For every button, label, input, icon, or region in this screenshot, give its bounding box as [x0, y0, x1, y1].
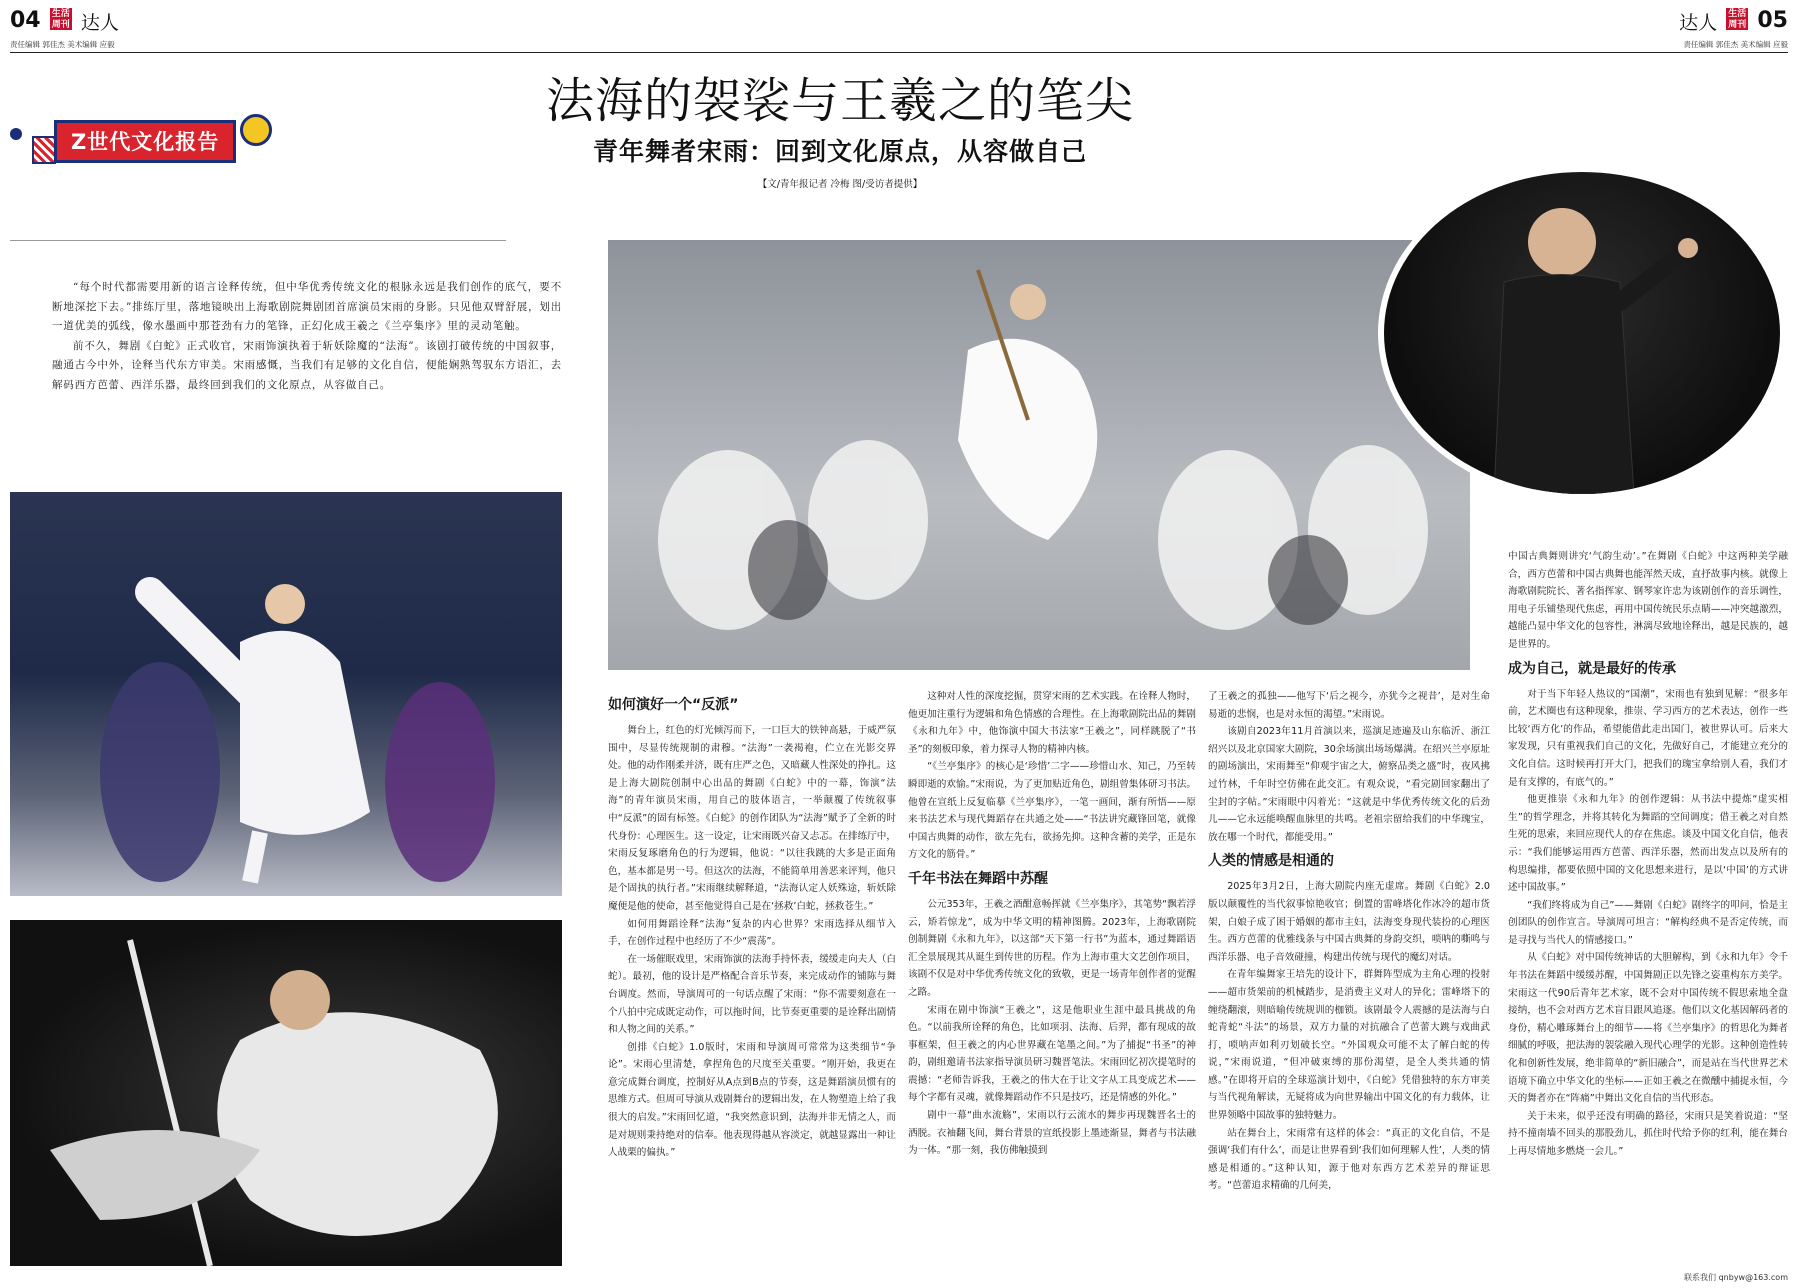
header-rule: [10, 52, 1788, 53]
body-paragraph: 舞台上，红色的灯光倾泻而下，一口巨大的铁钟高悬，于威严氛围中，尽显传统规制的肃穆。“法海”一袭褐袍，伫立在光影交界处。他的动作刚柔并济，既有庄严之色，又暗藏人性深处的挣扎。这是上海大剧院创制中心出品的舞剧《白蛇》中的一幕，饰演“法海”的青年演员宋雨，用自己的肢体语言，一举颠覆了传统叙事中“反派”的固有标签。《白蛇》的创作团队为“法海”赋予了全新的时代身份：心理医生。这一设定，让宋雨既兴奋又忐忑。在排练厅中，宋雨反复琢磨角色的行为逻辑，他说：“以往我跳的大多是正面角色，基本都是男一号。但这次的法海，不能简单用善恶来评判，他只是个固执的执行者。”宋雨继续解释道，“法海认定人妖殊途，斩妖除魔便是他的使命，甚至他觉得自己是在‘拯救’白蛇，拯救苍生。”: [608, 725, 896, 912]
body-paragraph: 中国古典舞则讲究‘气韵生动’。”在舞剧《白蛇》中这两种美学融合，西方芭蕾和中国古典舞也能浑然天成，直抒故事内核。就像上海歌剧院院长、著名指挥家、钢琴家许忠为该剧创作的音乐调性，用电子乐铺垫现代焦虑，再用中国传统民乐点睛——冲突越激烈，越能凸显中华文化的包容性，淋漓尽致地诠释出，越是民族的，越是世界的。: [1508, 551, 1788, 650]
footer-contact: 联系我们 qnbyw@163.com: [1684, 1273, 1788, 1282]
section-heading: 人类的情感是相通的: [1208, 853, 1334, 870]
body-paragraph: 了王羲之的孤独——他写下‘后之视今，亦犹今之视昔’，是对生命易逝的悲悯，也是对永恒的渴望。”宋雨说。: [1208, 691, 1490, 720]
body-paragraph: 从《白蛇》对中国传统神话的大胆解构，到《永和九年》令千年书法在舞蹈中缓缓苏醒，中国舞剧正以先锋之姿重构东方美学。宋雨这一代90后青年艺术家，既不会对中国传统不假思索地全盘接纳，也不会对西方艺术盲目跟风追逐。他们以文化基因解码者的身份，精心雕琢舞台上的细节——将《兰亭集序》的哲思化为舞者细腻的呼吸，把法海的袈裟融入现代心理学的光影。这种创造性转化和创新性发展，绝非简单的“新旧融合”，而是站在当代世界艺术语境下确立中华文化的坐标——正如王羲之在微醺中捕捉永恒，今天的舞者亦在“阵痛”中舞出文化自信的当代形态。: [1508, 952, 1788, 1105]
body-paragraph: 该剧自2023年11月首演以来，巡演足迹遍及山东临沂、浙江绍兴以及北京国家大剧院，30余场演出场场爆满。在绍兴兰亭原址的剧场演出，宋雨舞至“仰观宇宙之大，俯察品类之盛”时，夜风拂过竹林，千年时空仿佛在此交汇。有观众说，“看完剧回家翻出了尘封的字帖。”宋雨眼中闪着光：“这就是中华优秀传统文化的后劲儿——它永远能唤醒血脉里的共鸣。老祖宗留给我们的中华瑰宝，放在哪一个时代，都能受用。”: [1208, 726, 1490, 843]
body-paragraph: 宋雨在剧中饰演“王羲之”，这是他职业生涯中最具挑战的角色。“以前我所诠释的角色，比如项羽、法海、后羿，都有现成的故事框架，但王羲之的内心世界藏在笔墨之间。”为了捕捉“书圣”的神韵，剧组邀请书法家指导演员研习魏晋笔法。宋雨回忆初次提笔时的震撼：“老师告诉我，王羲之的伟大在于让文字从工具变成艺术——每个字都有灵魂，就像舞蹈动作不只是技巧，还是情感的外化。”: [908, 1004, 1196, 1104]
badge-dot-icon: [10, 128, 22, 140]
body-paragraph: 关于未来，似乎还没有明确的路径，宋雨只是笑着说道：“坚持不撞南墙不回头的那股劲儿，抓住时代给予你的红利，能在舞台上再尽情地多燃烧一会儿。”: [1508, 1110, 1788, 1157]
badge-label: Z世代文化报告: [54, 120, 236, 163]
dancer-kick-illustration: [10, 492, 562, 896]
body-paragraph: 公元353年，王羲之酒酣意畅挥就《兰亭集序》，其笔势“飘若浮云，矫若惊龙”，成为中华文明的精神图腾。2023年，上海歌剧院创制舞剧《永和九年》，以这部“天下第一行书”为蓝本，通过舞蹈语汇全景展现其从诞生到传世的历程。作为上海市重大文艺创作项目，该剧不仅是对中华优秀传统文化的致敬，更是一场青年创作者的觉醒之路。: [908, 898, 1196, 998]
badge-scroll-icon: [240, 114, 272, 146]
body-paragraph: 2025年3月2日，上海大剧院内座无虚席。舞剧《白蛇》2.0版以颠覆性的当代叙事惊艳收官；倒置的雷峰塔化作冰冷的超市货架，白娘子成了困于婚姻的都市主妇，法海变身现代装扮的心理医生。西方芭蕾的优雅线条与中国古典舞的身韵交织，唢呐的嘶鸣与西洋乐器、电子音效碰撞，构建出传统与现代的魔幻对话。: [1208, 881, 1490, 963]
body-paragraph: 在一场催眠戏里，宋雨饰演的法海手持怀表，缓缓走向夫人（白蛇）。最初，他的设计是严格配合音乐节奏，来完成动作的铺陈与舞台调度。然而，导演周可的一句话点醒了宋雨：“你不需要刻意在一个八拍中完成既定动作，可以拖时间，比节奏更重要的是诠释出剧情和人物之间的关系。”: [608, 953, 896, 1036]
body-paragraph: 剧中一幕“曲水流觞”，宋雨以行云流水的舞步再现魏晋名士的洒脱。衣袖翻飞间，舞台背景的宣纸投影上墨迹渐显，舞者与书法融为一体。“那一刻，我仿佛触摸到: [908, 1110, 1196, 1157]
section-heading: 千年书法在舞蹈中苏醒: [908, 870, 1048, 887]
lead-text: [52, 278, 562, 396]
main-title: 法海的袈裟与王羲之的笔尖: [545, 73, 1134, 129]
masthead-logo: 生活周刊: [51, 9, 70, 30]
body-paragraph: 这种对人性的深度挖掘，贯穿宋雨的艺术实践。在诠释人物时，他更加注重行为逻辑和角色情感的合理性。在上海歌剧院出品的舞剧《永和九年》中，他饰演中国大书法家“王羲之”，同样跳脱了“书圣”的刻板印象，着力探寻人物的精神内核。: [908, 691, 1196, 755]
body-paragraph: “《兰亭集序》的核心是‘珍惜’二字——珍惜山水、知己，乃至转瞬即逝的欢愉。”宋雨说，为了更加贴近角色，剧组曾集体研习书法。他曾在宣纸上反复临摹《兰亭集序》，一笔一画间，渐有所悟——原来书法艺术与现代舞蹈存在共通之处——“书法讲究藏锋回笔，就像中国古典舞的动作，欲左先右，欲扬先抑。这种含蓄的美学，正是东方文化的筋骨。”: [908, 761, 1196, 861]
body-paragraph: 对于当下年轻人热议的“国潮”，宋雨也有独到见解：“很多年前，艺术圈也有这种现象，推崇、学习西方的艺术表达，创作一些比较‘西方化’的作品，希望能借此走出国门，被世界认可。后来大家发现，只有重视我们自己的文化，先做好自己，才能建立充分的文化自信。这时候再打开大门，把我们的瑰宝拿给别人看，我们才是有支撑的，有底气的。”: [1508, 688, 1788, 788]
lead-rule: [10, 240, 506, 241]
body-paragraph: 站在舞台上，宋雨常有这样的体会：“真正的文化自信，不是强调‘我们有什么’，而是让世界看到‘我们如何理解人性’，人类的情感是相通的。”这种认知，源于他对东西方艺术差异的辩证思考。“芭蕾追求精确的几何美，: [1208, 1127, 1490, 1192]
section-heading: 如何演好一个“反派”: [608, 697, 739, 713]
left-credit: 责任编辑 郭佳杰 美术编辑 应毅: [10, 40, 115, 49]
left-header: [10, 8, 119, 50]
subtitle: 青年舞者宋雨：回到文化原点，从容做自己: [592, 137, 1087, 166]
badge-stripe-icon: [32, 136, 56, 164]
left-page-number: 04: [10, 8, 41, 33]
body-paragraph: 如何用舞蹈诠释“法海”复杂的内心世界？宋雨选择从细节入手，在创作过程中也经历了不少“震荡”。: [608, 918, 896, 948]
masthead-logo-right: 生活周刊: [1728, 9, 1747, 30]
dancer-closeup-illustration: [10, 920, 562, 1266]
photo-group-dance: [608, 240, 1470, 670]
byline: 【文/青年报记者 冷梅 图/受访者提供】: [757, 179, 923, 190]
right-page-number: 05: [1757, 8, 1788, 33]
lead-paragraph: “每个时代都需要用新的语言诠释传统，但中华优秀传统文化的根脉永远是我们创作的底气，要不断地深挖下去。”排练厅里，落地镜映出上海歌剧院舞剧团首席演员宋雨的身影。只见他双臂舒展，划出一道优美的弧线，像水墨画中那苍劲有力的笔锋，正幻化成王羲之《兰亭集序》里的灵动笔触。: [52, 281, 562, 333]
article-column-2: [908, 688, 1196, 1160]
left-section-label: 达人: [80, 12, 119, 34]
photo-dancer-kick: [10, 492, 562, 896]
article-column-3: [1208, 688, 1490, 1195]
body-paragraph: 创排《白蛇》1.0版时，宋雨和导演周可常常为这类细节“争论”。宋雨心里清楚，拿捏角色的尺度至关重要。“刚开始，我更在意完成舞台调度，控制好从A点到B点的节奏，这是舞蹈演员惯有的思维方式。但周可导演从戏剧舞台的逻辑出发，在人物塑造上给了我很大的启发。”宋雨回忆道，“我突然意识到，法海并非无情之人，而是对规则秉持绝对的信奉。他表现得越从容淡定，就越显露出一种让人战栗的偏执。”: [608, 1041, 896, 1159]
right-credit: 责任编辑 郭佳杰 美术编辑 应毅: [1683, 40, 1788, 49]
right-header: [1679, 8, 1788, 50]
section-heading: 成为自己，就是最好的传承: [1508, 660, 1676, 677]
article-column-4: [1508, 548, 1788, 1161]
body-paragraph: “我们终将成为自己”——舞剧《白蛇》剧终字的叩问，恰是主创团队的创作宣言。导演周可坦言：“解构经典不是否定传统，而是寻找与当代人的情感接口。”: [1508, 899, 1788, 946]
right-section-label: 达人: [1679, 12, 1718, 34]
body-paragraph: 在青年编舞家王培先的设计下，群舞阵型成为主角心理的投射——超市货架前的机械踏步，是消费主义对人的异化；雷峰塔下的缠绕翻滚，则暗喻传统规训的枷锁。该剧最令人震撼的是法海与白蛇青蛇“斗法”的场景，双方力量的对抗融合了芭蕾大跳与戏曲武打，唢呐声如利刃划破长空。“外国观众可能不太了解白蛇的传说，”宋雨说道，“但冲破束缚的那份渴望，是全人类共通的情感。”在即将开启的全球巡演计划中，《白蛇》凭借独特的东方审美与当代视角解读，无疑将成为向世界输出中国文化的有力载体，让世界领略中国故事的独特魅力。: [1208, 969, 1490, 1122]
portrait-illustration: [1384, 172, 1780, 494]
lead-paragraph: 前不久，舞剧《白蛇》正式收官，宋雨饰演执着于斩妖除魔的“法海”。该剧打破传统的中国叙事，融通古今中外，诠释当代东方审美。宋雨感慨，当我们有足够的文化自信，便能娴熟驾驭东方语汇，去解码西方芭蕾、西洋乐器，最终回到我们的文化原点，从容做自己。: [52, 339, 562, 391]
photo-portrait-circle: [1378, 166, 1786, 500]
article-column-1: [608, 690, 896, 1162]
body-paragraph: 他更推崇《永和九年》的创作逻辑：从书法中提炼“虚实相生”的哲学理念，并将其转化为舞蹈的空间调度；借王羲之对自然生死的思索，来回应现代人的存在焦虑。谈及中国文化自信，他表示：“我们能够运用西方芭蕾、西洋乐器，然而出发点以及所有的构思编排，都要依照中国的文化思想来进行，是以‘中国’的方式讲述中国故事。”: [1508, 794, 1788, 894]
photo-dancer-closeup: [10, 920, 562, 1266]
group-dance-illustration: [608, 240, 1470, 670]
